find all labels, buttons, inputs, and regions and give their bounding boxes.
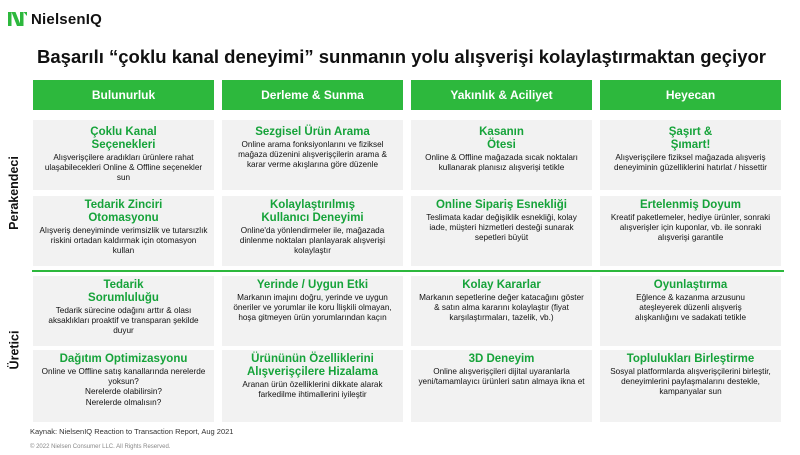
column-header-yakinlik-aciliyet: Yakınlık & Aciliyet [411, 80, 592, 110]
cell-title: Sezgisel Ürün Arama [255, 126, 370, 138]
source-note: Kaynak: NielsenIQ Reaction to Transaction Report, Aug 2021 [30, 427, 234, 436]
cell-text: Sosyal platformlarda alışverişçilerini birleştir, deneyimlerini paylaşmalarını destekle, kampanyalar sun [610, 367, 771, 397]
cell-kasanin-otesi [411, 120, 592, 190]
cell-title: Toplulukları Birleştirme [626, 353, 755, 365]
cell-tedarik-sorumlulugu [33, 276, 214, 346]
row-label-perakendeci: Perakendeci [7, 156, 22, 230]
cell-text: Alışverişçilere aradıkları ürünlere rahat ulaşabilecekleri Online & Offline seçenekler sun [44, 153, 203, 183]
cell-text: Tedarik sürecine odağını arttır & olası aksaklıkları proaktif ve transparan şekilde duyur [48, 306, 199, 336]
cell-text: Eğlence & kazanma arzusunu ateşleyerek düzenli alışveriş alışkanlığını ve sadakati tetikle [634, 293, 747, 323]
cell-tedarik-zinciri [33, 196, 214, 266]
column-header-bulunurluk: Bulunurluk [33, 80, 214, 110]
cell-online-siparis [411, 196, 592, 266]
cell-dagitim-optimizasyonu [33, 350, 214, 422]
cell-oyunlastirma [600, 276, 781, 346]
cell-text: Markanın sepetlerine değer katacağını göster & satın alma kararını kolaylaştır (fiyat karşılaştırmaları, tazelik, vb.) [419, 293, 584, 323]
cell-text: Alışverişçilere fiziksel mağazada alışveriş deneyiminin güzelliklerini hatırlat / hissettir [614, 153, 767, 173]
cell-text: Alışveriş deneyiminde verimsizlik ve tutarsızlık riskini ortadan kaldırmak için otomasyon kullan [39, 226, 208, 256]
cell-text: Online alışverişçileri dijital uyaranlarla yeni/tamamlayıcı ürünleri satın almaya ikna et [418, 367, 585, 387]
cell-text: Teslimata kadar değişiklik esnekliği, kolay iade, müşteri hizmetleri desteği sunarak sepetleri büyüt [426, 213, 577, 243]
cell-sasirt-simart [600, 120, 781, 190]
nielseniq-logo [8, 8, 102, 30]
cell-title: Kasanın Ötesi [479, 126, 524, 151]
page-title: Başarılı “çoklu kanal deneyimi” sunmanın yolu alışverişi kolaylaştırmaktan geçiyor [37, 46, 766, 67]
nielseniq-logo-mark-icon [8, 10, 28, 28]
cell-text: Online ve Offline satış kanallarında nerelerde yoksun? Nerelerde olabilirsin? Nerelerde olmalısın? [41, 367, 206, 407]
row-label-uretici: Üretici [7, 330, 21, 370]
cell-title: Kolay Kararlar [462, 279, 541, 291]
cell-title: Şaşırt & Şımart! [668, 126, 713, 151]
cell-kolaylastirilmis-kullanici [222, 196, 403, 266]
cell-text: Aranan ürün özelliklerini dikkate alarak farkedilme ihtimallerini iyileştir [242, 380, 383, 400]
column-header-heyecan: Heyecan [600, 80, 781, 110]
cell-text: Online & Offline mağazada sıcak noktaları kullanarak planısız alışverişi tetikle [425, 153, 578, 173]
cell-kolay-kararlar [411, 276, 592, 346]
cell-text: Online arama fonksiyonlarını ve fiziksel mağaza düzenini alışverişçilerin arama & karar verme akışlarına göre düzenle [238, 140, 387, 170]
cell-title: Ertelenmiş Doyum [640, 199, 741, 211]
cell-coklu-kanal [33, 120, 214, 190]
cell-topluluklari-birlestirme [600, 350, 781, 422]
cell-text: Markanın imajını doğru, yerinde ve uygun öneriler ve yorumlar ile koru İlişkili olmayan, hoşa gitmeyen ürün yorumlarından kaçın [233, 293, 392, 323]
cell-title: Oyunlaştırma [653, 279, 728, 291]
cell-ertelenmis-doyum [600, 196, 781, 266]
cell-text: Kreatif paketlemeler, hediye ürünler, sonraki alışverişler için kuponlar, vb. ile sonraki alışverişi garantile [610, 213, 771, 243]
brand-name: NielsenIQ [31, 10, 102, 28]
cell-3d-deneyim [411, 350, 592, 422]
cell-title: Tedarik Zinciri Otomasyonu [84, 199, 163, 224]
cell-title: Online Sipariş Esnekliği [435, 199, 567, 211]
column-header-derleme-sunma: Derleme & Sunma [222, 80, 403, 110]
cell-title: Tedarik Sorumluluğu [88, 279, 159, 304]
cell-urun-ozellikleri-hizalama [222, 350, 403, 422]
cell-title: 3D Deneyim [468, 353, 535, 365]
cell-yerinde-uygun-etki [222, 276, 403, 346]
cell-title: Yerinde / Uygun Etki [256, 279, 369, 291]
cell-title: Kolaylaştırılmış Kullanıcı Deneyimi [261, 199, 364, 224]
cell-sezgisel-urun-arama [222, 120, 403, 190]
section-divider [32, 270, 784, 272]
copyright-note: © 2022 Nielsen Consumer LLC. All Rights Reserved. [30, 444, 171, 450]
cell-text: Online'da yönlendirmeler ile, mağazada dinlenme noktaları planlayarak alışverişi kolaylaştır [239, 226, 386, 256]
cell-title: Çoklu Kanal Seçenekleri [90, 126, 157, 151]
cell-title: Ürününün Özelliklerini Alışverişçilere Hizalama [246, 353, 379, 378]
cell-title: Dağıtım Optimizasyonu [59, 353, 188, 365]
